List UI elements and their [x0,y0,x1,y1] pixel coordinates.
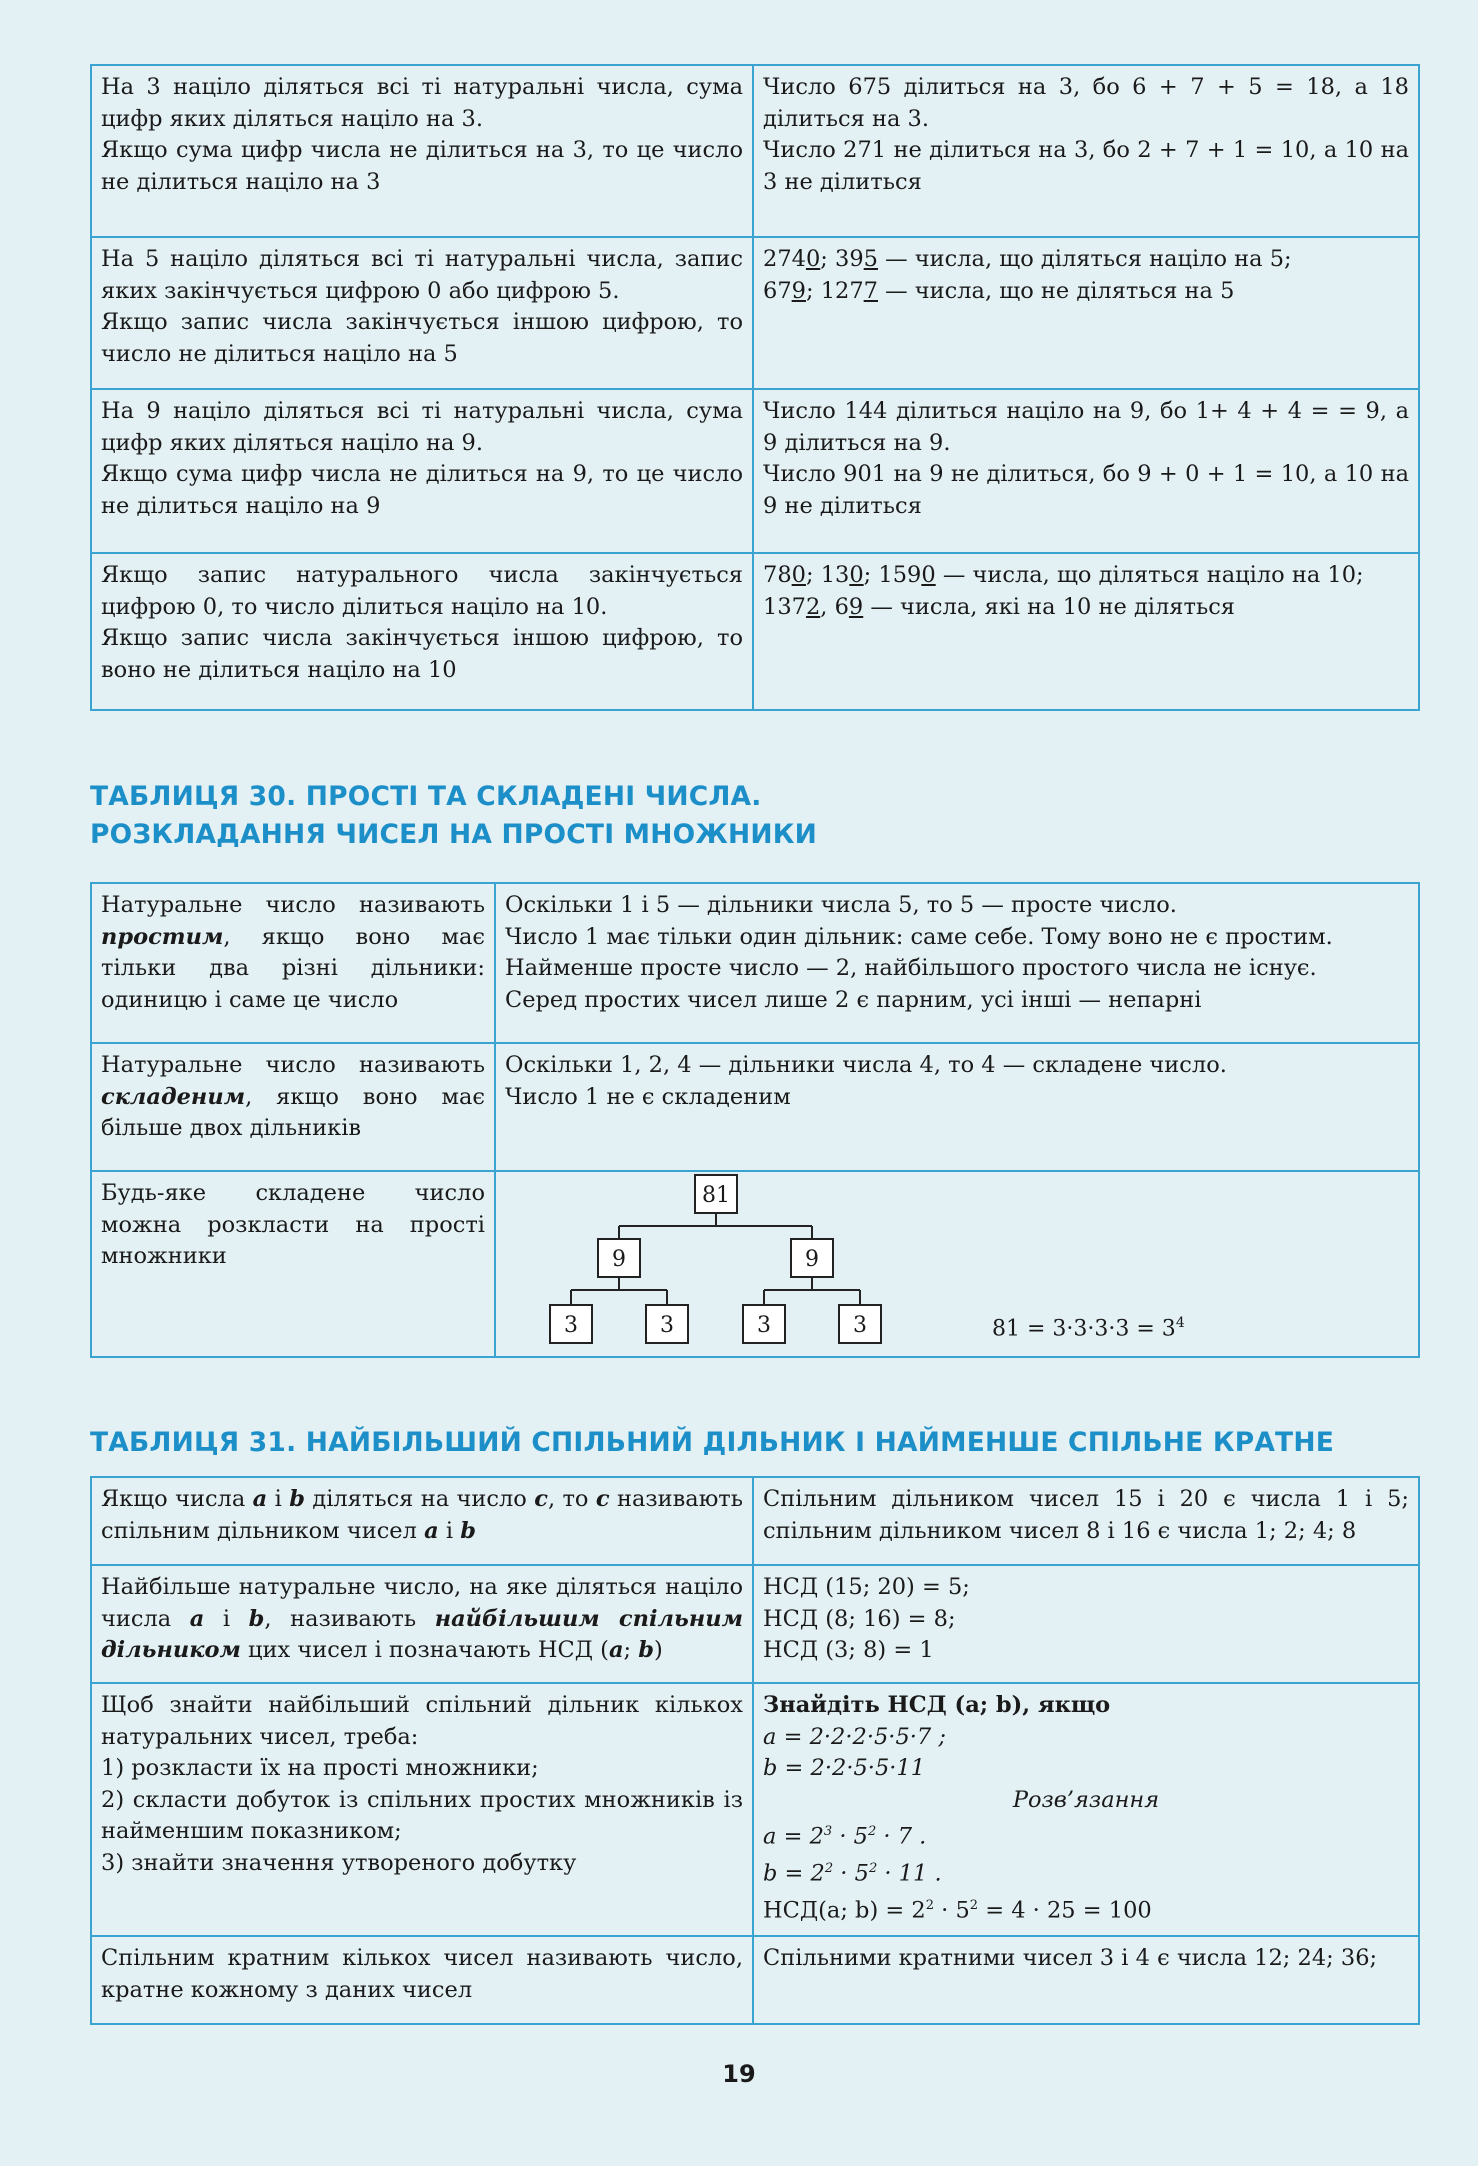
tree-leaf: 3 [549,1304,593,1344]
exponent: 2 [867,1824,877,1839]
section-heading [90,1424,1334,1462]
formula-text: · 5 [833,1860,869,1887]
rule-text: , називають [264,1605,435,1632]
rule-text: Найбільше натуральне число, на яке діляться націло числа [101,1574,743,1632]
variable: a [608,1637,624,1663]
exponent: 4 [1175,1315,1185,1331]
example-cell [495,1043,1419,1171]
number: 274 [763,246,806,272]
rule-text: діляться на число [304,1486,535,1512]
example-cell [753,389,1419,553]
table-row [91,1683,1419,1936]
number: 67 [763,277,792,304]
heading-line: РОЗКЛАДАННЯ ЧИСЕЛ НА ПРОСТІ МНОЖНИКИ [90,819,817,850]
task-text: Знайдіть НСД (a; b), якщо [763,1692,1111,1718]
example-cell [753,1565,1419,1683]
rule-cell [91,1936,753,2024]
rule-text: На 9 націло діляться всі ті натуральні числа, сума цифр яких діляться націло на 9. [101,398,743,456]
factor-tree-cell [495,1171,1419,1357]
rule-text: Натуральне число називають [101,892,485,918]
example-text: Спільними кратними чисел 3 і 4 є числа 12; 24; 36; [763,1945,1378,1971]
exponent: 2 [868,1861,878,1876]
example-cell [495,883,1419,1043]
last-digit: 2 [805,593,821,620]
example-text: НСД (8; 16) = 8; [763,1605,956,1632]
last-digit: 5 [863,246,878,272]
tree-leaf: 3 [645,1304,689,1344]
exponent: 2 [969,1898,979,1913]
example-cell [753,1936,1419,2024]
formula-text: НСД(a; b) = 2 [763,1897,926,1924]
variable: c [534,1486,548,1512]
rule-text: називають спільним дільником чисел [101,1486,744,1544]
formula-text: · 7 . [876,1823,927,1850]
variable: b [248,1605,265,1632]
heading-line: ТАБЛИЦЯ 30. ПРОСТІ ТА СКЛАДЕНІ ЧИСЛА. [90,781,762,812]
formula-text: · 5 [934,1897,970,1924]
example-text: НСД (15; 20) = 5; [763,1574,970,1600]
rule-text: 3) знайти значення утвореного добутку [101,1849,577,1876]
divisibility-table [90,64,1420,711]
factor-tree [505,1178,1405,1348]
example-text: Число 901 на 9 не ділиться, бо 9 + 0 + 1 = 10, а 10 на 9 не ділиться [763,461,1409,519]
table-row [91,1043,1419,1171]
example-cell [753,1477,1419,1565]
rule-text: Якщо запис числа закінчується іншою цифрою, то число не ділиться націло на 5 [101,309,743,367]
rule-cell [91,237,753,389]
rule-cell [91,1565,753,1683]
formula-text: = 4 · 25 = 100 [978,1897,1152,1924]
formula-text: · 11 . [877,1860,942,1887]
rule-cell [91,1683,753,1936]
exponent: 2 [824,1861,834,1876]
variable: b [289,1486,305,1512]
rule-text: ) [654,1637,663,1663]
example-text: Число 144 ділиться націло на 9, бо 1+ 4 + 4 = = 9, а 9 ділиться на 9. [763,398,1409,456]
rule-text: На 5 націло діляться всі ті натуральні числа, запис яких закінчується цифрою 0 або цифрою 5. [101,246,743,304]
rule-text: Натуральне число називають [101,1052,485,1078]
last-digit: 9 [848,593,864,620]
number: 78 [763,562,792,588]
prime-composite-table [90,882,1420,1358]
variable: a [252,1486,268,1512]
exponent: 2 [925,1898,934,1913]
rule-text: Якщо запис натурального числа закінчується цифрою 0, то число ділиться націло на 10. [101,562,743,620]
rule-cell [91,1477,753,1565]
example-line: 2740; 395 — числа, що діляться націло на 5; [763,246,1292,272]
formula-text: 81 = 3·3·3·3 = 3 [992,1316,1176,1342]
term: найбільшим спільним дільником [101,1605,743,1663]
rule-text: Якщо сума цифр числа не ділиться на 9, то це число не ділиться націло на 9 [101,461,743,519]
formula-line [763,1816,1409,1853]
tree-node-root: 81 [694,1174,738,1214]
example-line: 1372, 69 — числа, які на 10 не діляться [763,593,1235,620]
rule-text: Щоб знайти найбільший спільний дільник кількох натуральних чисел, треба: [101,1692,743,1750]
rule-text: , якщо воно має більше двох дільників [101,1083,485,1141]
example-cell [753,1683,1419,1936]
example-line: 780; 130; 1590 — числа, що діляться націло на 10; [763,562,1364,588]
formula-text: a = 2 [763,1823,824,1850]
rule-text: , якщо воно має тільки два різні дільники: одиницю і саме це число [101,923,485,1013]
table-row [91,1936,1419,2024]
rule-text: Якщо запис числа закінчується іншою цифрою, то воно не ділиться націло на 10 [101,625,743,683]
example-text: Спільним дільником чисел 15 і 20 є числа 1 і 5; спільним дільником чисел 8 і 16 є числа 1; 2; 4; 8 [763,1486,1409,1544]
table-row [91,1477,1419,1565]
table-row [91,65,1419,237]
example-cell [753,65,1419,237]
number: 6 [834,593,849,620]
rule-text: Спільним кратним кількох чисел називають число, кратне кожному з даних чисел [101,1945,743,2003]
formula-text: a = 2·2·2·5·5·7 ; [763,1723,946,1750]
last-digit: 0 [791,562,806,588]
tree-node: 9 [790,1238,834,1278]
example-cell [753,553,1419,710]
last-digit: 9 [791,277,806,304]
formula-text: b = 2·2·5·5·11 [763,1755,926,1781]
example-text: — числа, що діляться націло на 5; [877,246,1292,272]
last-digit: 0 [921,562,936,588]
example-text: Серед простих чисел лише 2 є парним, усі інші — непарні [505,986,1202,1013]
formula-text: b = 2 [763,1860,825,1887]
example-cell [753,237,1419,389]
example-text: НСД (3; 8) = 1 [763,1637,934,1663]
term: простим [101,923,224,950]
solution-title: Розв’язання [1012,1786,1160,1813]
page-number: 19 [722,2060,756,2088]
last-digit: 7 [863,277,878,304]
variable: a [424,1517,439,1544]
table-row [91,553,1419,710]
rule-cell [91,1171,495,1357]
variable: a [189,1605,205,1632]
variable: c [595,1486,610,1512]
tree-node: 9 [597,1238,641,1278]
rule-cell [91,389,753,553]
rule-text: На 3 націло діляться всі ті натуральні числа, сума цифр яких діляться націло на 3. [101,74,743,132]
example-text: Число 1 не є складеним [505,1083,791,1110]
rule-text: Якщо числа [101,1486,253,1512]
last-digit: 0 [805,246,821,272]
rule-text: Якщо сума цифр числа не ділиться на 3, то це число не ділиться націло на 3 [101,137,743,195]
formula-line [763,1890,1409,1927]
formula-line [763,1853,1409,1890]
rule-text: і [204,1605,249,1632]
table-row [91,1565,1419,1683]
rule-cell [91,1043,495,1171]
example-text: Число 271 не ділиться на 3, бо 2 + 7 + 1 = 10, а 10 на 3 не ділиться [763,137,1409,195]
tree-leaf: 3 [742,1304,786,1344]
section-heading [90,778,817,854]
number: 137 [763,593,806,620]
rule-text: і [267,1486,290,1512]
formula-text: · 5 [832,1823,868,1850]
rule-cell [91,553,753,710]
last-digit: 0 [849,562,864,588]
factorization-formula [992,1308,1185,1345]
rule-text: і [438,1517,461,1544]
rule-cell [91,883,495,1043]
example-text: Оскільки 1, 2, 4 — дільники числа 4, то 4 — складене число. [505,1052,1227,1078]
example-text: — числа, що не діляться на 5 [877,277,1235,304]
table-row [91,389,1419,553]
variable: b [460,1517,476,1544]
rule-text: 1) розкласти їх на прості множники; [101,1755,539,1781]
tree-leaf: 3 [838,1304,882,1344]
rule-cell [91,65,753,237]
example-line: 679; 1277 — числа, що не діляться на 5 [763,277,1235,304]
number: 13 [820,562,850,588]
term: складеним [101,1083,246,1110]
rule-text: Будь-яке складене число можна розкласти на прості множники [101,1180,485,1269]
rule-text: , то [547,1486,596,1512]
rule-text: 2) скласти добуток із спільних простих множників із найменшим показником; [101,1786,743,1844]
table-row [91,237,1419,389]
example-text: Число 1 має тільки один дільник: саме себе. Тому воно не є простим. [505,923,1333,950]
variable: b [638,1637,655,1663]
exponent: 3 [823,1824,833,1839]
gcd-lcm-table [90,1476,1420,2025]
example-text: — числа, що діляться націло на 10; [935,562,1364,588]
rule-text: ; [623,1637,639,1663]
heading-line: ТАБЛИЦЯ 31. НАЙБІЛЬШИЙ СПІЛЬНИЙ ДІЛЬНИК І НАЙМЕНШЕ СПІЛЬНЕ КРАТНЕ [90,1427,1334,1458]
table-row [91,1171,1419,1357]
example-text: Найменше просте число — 2, найбільшого простого числа не існує. [505,955,1317,981]
example-text: — числа, які на 10 не діляться [863,593,1235,620]
example-text: Число 675 ділиться на 3, бо 6 + 7 + 5 = 18, а 18 ділиться на 3. [763,74,1409,132]
number: 39 [835,246,864,272]
rule-text: цих чисел і позначають НСД ( [240,1637,609,1663]
table-row [91,883,1419,1043]
example-text: Оскільки 1 і 5 — дільники числа 5, то 5 — просте число. [505,892,1177,918]
number: 159 [878,562,922,588]
number: 127 [820,277,864,304]
